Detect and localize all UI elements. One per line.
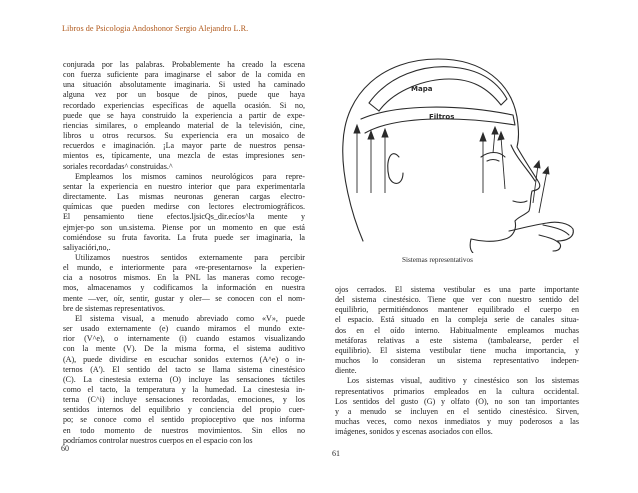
running-header: Libros de Psicologia Andoshonor Sergio Alejandro L.R. [62,24,249,33]
text-line: con la mente (V). De la misma forma, el sistema auditivo [63,344,305,354]
text-line: diente. [335,366,357,376]
text-line: alguna vez por un bosque de pinos, puede que haya [63,90,305,100]
paragraph-start-line: Los sistemas visual, auditivo y cinestésico son los sistemas [347,376,579,386]
text-line: (C). La cinestesia externa (O) incluye las sensaciones táctiles [63,374,305,384]
text-line: con fuerza suficiente para imaginarse el sabor de la comida en [63,70,305,80]
representational-systems-illustration [333,53,579,253]
text-line: sentar la experiencia en nuestro interior que para experimentarla [63,181,305,191]
text-line: imágenes, sonidos y escenas asociados con ellos. [335,427,493,437]
text-line: del sistema cinestésico. Tiene que ver con nuestro sentido del [335,295,579,305]
text-line: bre de sistemas representativos. [63,303,165,313]
paragraph-start-line: Empleamos los mismos caminos neurológicos para repre- [75,171,305,181]
text-line: Los sentidos del gusto (G) y olfato (O), no son tan importantes [335,396,579,406]
page-number-left: 60 [61,444,69,453]
left-page-text [63,60,305,446]
text-line: libros u otros recursos. Su experiencia era un mosaico de [63,131,305,141]
text-line: como el tacto, la temperatura y la humedad. La cinestesia in- [63,385,305,394]
text-line: riencias similares, o empleando material de la televisión, cine, [63,120,305,130]
right-page-text [335,285,579,437]
text-line: químicas que pueden medirse con lectores electromiográficos. [63,202,305,212]
figure-label-filters: Filtros [429,113,455,121]
text-line: recuerdos e imaginación. ¡La mayor parte de nuestros pensa- [63,141,305,151]
figure-caption: Sistemas representativos [402,256,473,264]
text-line: el espacio. Está situado en la compleja serie de canales situa- [335,315,579,325]
text-line: ternos (A'). El sentido del tacto se llama sistema cinestésico [63,364,305,374]
page-number-right: 61 [332,449,340,458]
text-line: en todo momento de nuestros movimientos. Sin ellos no [63,425,305,435]
text-line: saliyacióri,no,. [63,242,111,252]
paragraph-start-line: Utilizamos nuestros sentidos externamente para percibir [75,252,305,262]
text-line: dos en el oído interno. Habitualmente empleamos muchas [335,325,579,335]
text-line: puede que se haya construido la experiencia a partir de expe- [63,110,305,120]
text-line: ejmjer-po son un.sistema. Piense por un momento en que está [63,222,305,232]
text-line: recordado experiencias específicas de aquella ocasión. Si no, [63,100,305,110]
text-line: rior (V^e), o internamente (i) cuando estamos visualizando [63,334,305,344]
text-line: ojos cerrados. El sistema vestibular es una parte importante [335,285,579,294]
text-line: mientos es, típicamente, una mezcla de estas impresiones sen- [63,151,305,161]
text-line: mos, almacenamos y codificamos la información en nuestra [63,283,305,293]
text-line: cia a nosotros mismos. En la PNL las maneras como recoge- [63,273,305,283]
text-line: muchas veces, como nexos inmediatos y muy poderosos a las [335,417,579,427]
text-line: muchos lo consideran un sistema representativo indepen- [335,356,579,366]
paragraph-start-line: El sistema visual, a menudo abreviado como «V», puede [75,313,305,323]
text-line: comiéndose su fruta favorita. La fruta puede ser imaginaria, la [63,232,305,242]
text-line: equilibrio, permitiéndonos mantener equilibrado el cuerpo en [335,305,579,315]
text-line: mente —ver, oír, sentir, gustar y oler— se conocen con el nom- [63,293,305,303]
text-line: y a menudo se incluyen en el sentido cinestésico. Sirven, [335,406,579,416]
text-line: ser usado externamente (e) cuando miramos el mundo exte- [63,324,305,334]
text-line: po; se conoce como el sentido propioceptivo que nos informa [63,415,305,425]
figure-label-map: Mapa [411,85,433,93]
text-line: podríamos controlar nuestros cuerpos en el espacio con los [63,435,253,445]
text-line: metáforas relativas a este sistema (tambalearse, perder el [335,335,579,345]
text-line: el mundo, e interiormente para «re-presentarnos» la experien- [63,263,305,273]
text-line: sentidos internos del equilibrio y conciencia del propio cuer- [63,405,305,415]
text-line: una situación absolutamente imaginaria. Si usted ha caminado [63,80,305,90]
text-line: representativos primarios empleados en la cultura occidental. [335,386,579,396]
text-line: soriales recordadas^ construidas.^ [63,161,173,171]
text-line: conjurada por las palabras. Probablemente ha creado la escena [63,60,305,69]
text-line: equilibrio). El sistema vestibular tiene mucha importancia, y [335,345,579,355]
text-line: directamente. Las mismas neuronas generan cargas electro- [63,192,305,202]
text-line: El pensamiento tiene efectos.ljsicQs_dir.ecíos^la mente y [63,212,305,222]
text-line: (A), puede dividirse en escuchar sonidos externos (A^e) o in- [63,354,305,364]
text-line: terna (C^i) incluye sensaciones recordadas, emociones, y los [63,395,305,405]
